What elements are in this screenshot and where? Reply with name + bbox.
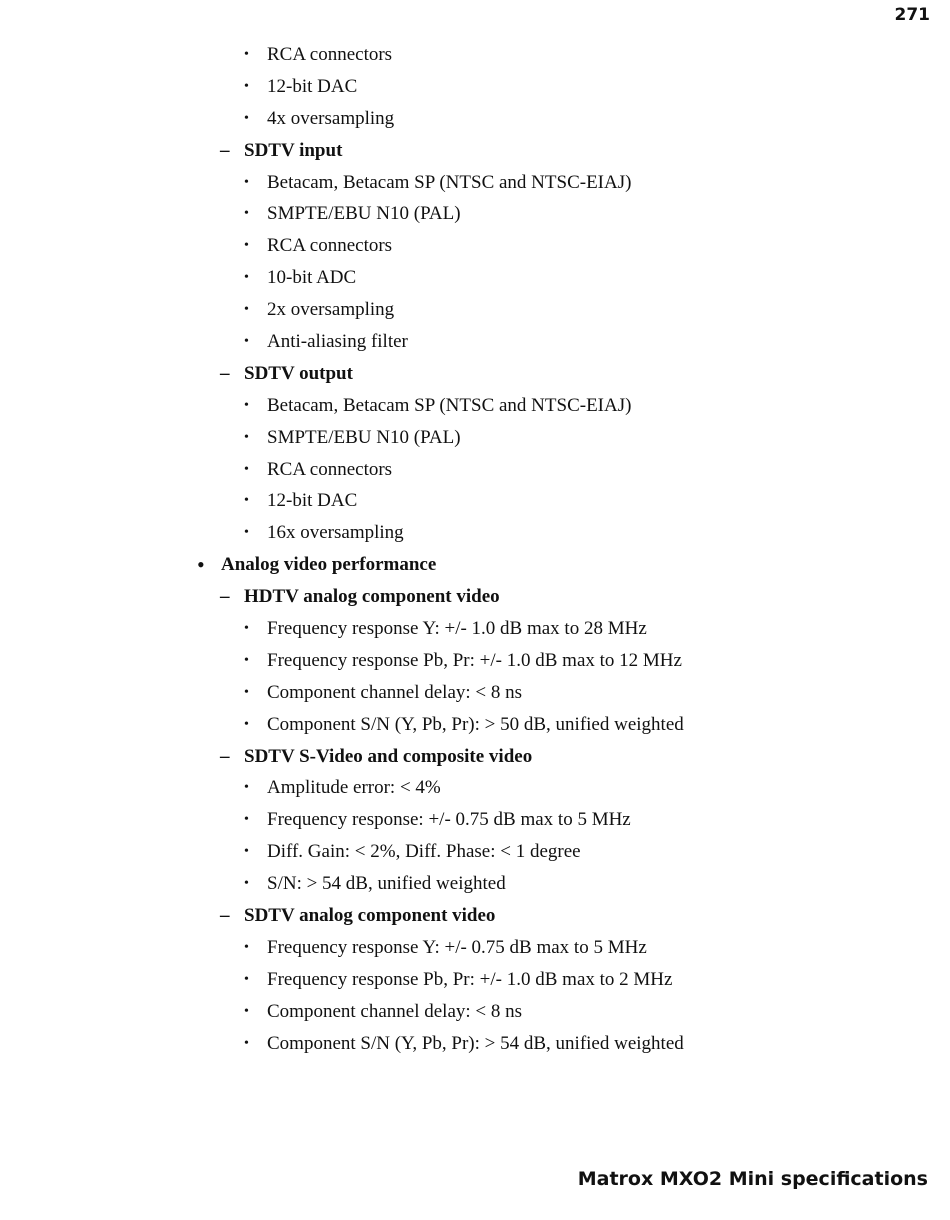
bullet-marker: • bbox=[244, 844, 249, 860]
line-text: Component S/N (Y, Pb, Pr): > 54 dB, unified weighted bbox=[267, 1032, 684, 1054]
footer-title: Matrox MXO2 Mini specifications bbox=[577, 1168, 928, 1190]
spec-item bbox=[0, 262, 950, 294]
bullet-marker: • bbox=[244, 270, 249, 286]
bullet-marker: • bbox=[244, 1035, 249, 1051]
spec-item bbox=[0, 964, 950, 996]
bullet-marker: • bbox=[244, 1003, 249, 1019]
page-number: 271 bbox=[894, 5, 930, 25]
bullet-marker: • bbox=[244, 206, 249, 222]
line-text: SDTV analog component video bbox=[244, 905, 496, 927]
line-text: Amplitude error: < 4% bbox=[267, 777, 441, 799]
bullet-marker: • bbox=[244, 78, 249, 94]
line-text: Analog video performance bbox=[221, 554, 437, 576]
bullet-marker: • bbox=[244, 110, 249, 126]
spec-item bbox=[0, 804, 950, 836]
spec-item bbox=[0, 390, 950, 422]
spec-item bbox=[0, 677, 950, 709]
spec-item bbox=[0, 996, 950, 1028]
line-text: 12-bit DAC bbox=[267, 75, 358, 97]
bullet-marker: • bbox=[244, 302, 249, 318]
line-text: RCA connectors bbox=[267, 458, 393, 480]
bullet-marker: • bbox=[244, 780, 249, 796]
bullet-marker: • bbox=[244, 238, 249, 254]
spec-item bbox=[0, 836, 950, 868]
line-text: Component S/N (Y, Pb, Pr): > 50 dB, unified weighted bbox=[267, 713, 684, 735]
bullet-marker: • bbox=[244, 812, 249, 828]
line-text: Diff. Gain: < 2%, Diff. Phase: < 1 degree bbox=[267, 841, 581, 863]
bullet-marker: • bbox=[244, 429, 249, 445]
spec-item bbox=[0, 1028, 950, 1060]
dash-marker: – bbox=[220, 745, 230, 767]
line-text: S/N: > 54 dB, unified weighted bbox=[267, 873, 506, 895]
line-text: SDTV S-Video and composite video bbox=[244, 745, 533, 767]
spec-item bbox=[0, 454, 950, 486]
line-text: SMPTE/EBU N10 (PAL) bbox=[267, 203, 461, 225]
bullet-marker: • bbox=[244, 174, 249, 190]
spec-item bbox=[0, 294, 950, 326]
dash-marker: – bbox=[220, 586, 230, 608]
spec-item bbox=[0, 326, 950, 358]
spec-item bbox=[0, 709, 950, 741]
line-text: HDTV analog component video bbox=[244, 586, 500, 608]
dash-marker: – bbox=[220, 362, 230, 384]
bullet-marker: • bbox=[244, 334, 249, 350]
line-text: Frequency response Pb, Pr: +/- 1.0 dB max to 12 MHz bbox=[267, 649, 682, 671]
section-heading bbox=[0, 549, 950, 581]
bullet-marker: • bbox=[244, 621, 249, 637]
spec-item bbox=[0, 645, 950, 677]
line-text: Frequency response Y: +/- 0.75 dB max to 5 MHz bbox=[267, 936, 647, 958]
line-text: 16x oversampling bbox=[267, 522, 404, 544]
line-text: 10-bit ADC bbox=[267, 267, 357, 289]
line-text: 12-bit DAC bbox=[267, 490, 358, 512]
dash-marker: – bbox=[220, 905, 230, 927]
line-text: Betacam, Betacam SP (NTSC and NTSC-EIAJ) bbox=[267, 394, 632, 416]
subsection-heading bbox=[0, 741, 950, 773]
subsection-heading bbox=[0, 358, 950, 390]
line-text: Betacam, Betacam SP (NTSC and NTSC-EIAJ) bbox=[267, 171, 632, 193]
line-text: Frequency response Pb, Pr: +/- 1.0 dB max to 2 MHz bbox=[267, 968, 673, 990]
bullet-marker: • bbox=[244, 525, 249, 541]
line-text: Frequency response Y: +/- 1.0 dB max to 28 MHz bbox=[267, 618, 647, 640]
line-text: SDTV output bbox=[244, 362, 353, 384]
spec-item bbox=[0, 422, 950, 454]
spec-item bbox=[0, 39, 950, 71]
line-text: SDTV input bbox=[244, 139, 343, 161]
spec-item bbox=[0, 103, 950, 135]
line-text: RCA connectors bbox=[267, 44, 393, 65]
line-text: 2x oversampling bbox=[267, 299, 395, 321]
spec-item bbox=[0, 71, 950, 103]
line-text: RCA connectors bbox=[267, 235, 393, 257]
bullet-marker: • bbox=[244, 716, 249, 732]
spec-item bbox=[0, 167, 950, 199]
spec-item bbox=[0, 198, 950, 230]
spec-list bbox=[0, 39, 950, 1060]
subsection-heading bbox=[0, 135, 950, 167]
spec-item bbox=[0, 613, 950, 645]
subsection-heading bbox=[0, 900, 950, 932]
line-text: SMPTE/EBU N10 (PAL) bbox=[267, 426, 461, 448]
bullet-marker: • bbox=[244, 652, 249, 668]
bullet-marker: • bbox=[244, 461, 249, 477]
spec-item bbox=[0, 932, 950, 964]
spec-item bbox=[0, 517, 950, 549]
bullet-marker: • bbox=[244, 47, 249, 62]
dash-marker: – bbox=[220, 139, 230, 161]
bullet-marker: • bbox=[244, 397, 249, 413]
bullet-marker: • bbox=[244, 684, 249, 700]
spec-item bbox=[0, 772, 950, 804]
bullet-marker: • bbox=[244, 971, 249, 987]
line-text: Frequency response: +/- 0.75 dB max to 5 MHz bbox=[267, 809, 631, 831]
bullet-marker: • bbox=[244, 876, 249, 892]
spec-item bbox=[0, 868, 950, 900]
spec-item bbox=[0, 485, 950, 517]
spec-item bbox=[0, 230, 950, 262]
line-text: Anti-aliasing filter bbox=[267, 331, 408, 353]
line-text: Component channel delay: < 8 ns bbox=[267, 1000, 523, 1022]
line-text: Component channel delay: < 8 ns bbox=[267, 681, 523, 703]
line-text: 4x oversampling bbox=[267, 107, 395, 129]
bullet-marker: • bbox=[197, 552, 205, 578]
bullet-marker: • bbox=[244, 493, 249, 509]
bullet-marker: • bbox=[244, 939, 249, 955]
subsection-heading bbox=[0, 581, 950, 613]
